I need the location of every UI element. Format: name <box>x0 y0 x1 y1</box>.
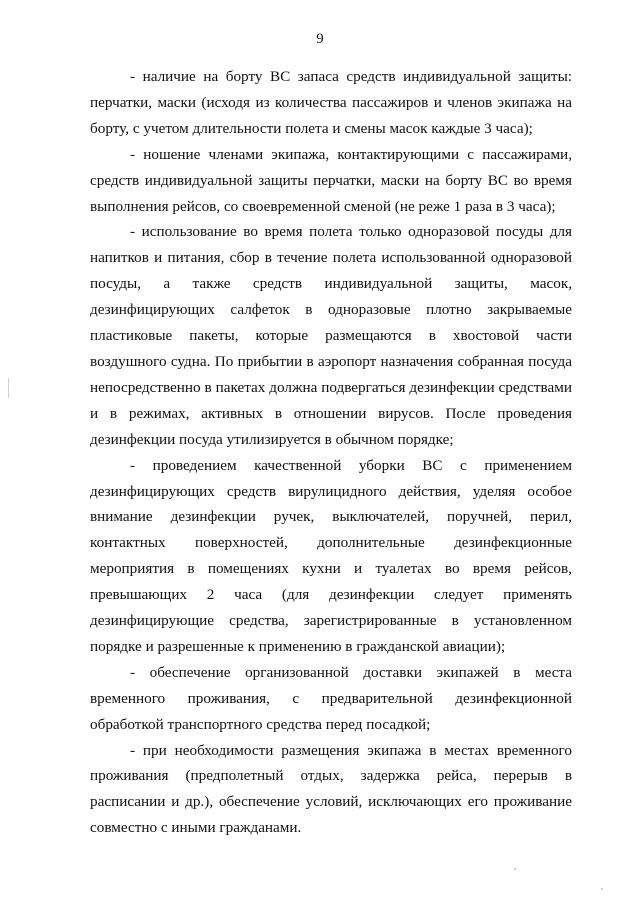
paragraph-crew-accommodation: - при необходимости размещения экипажа в местах временного проживания (предполетный отдых, задержка рейса, перерыв в расписании и др.), обеспечение условий, исключающих его проживание совместно с иными гражданами. <box>90 741 572 837</box>
paragraph-disposable-tableware: - использование во время полета только одноразовой посуды для напитков и питания, сбор в течение полета использованной одноразовой посуды, а также средств индивидуальной защиты, масок, дезинфицирующих салфеток в одноразовые плотно закрываемые пластиковые пакеты, которые размещаются в хвостовой части воздушного судна. По прибытии в аэропорт назначения собранная посуда непосредственно в пакетах должна подвергаться дезинфекции средствами и в режимах, активных в отношении вирусов. После проведения дезинфекции посуда утилизируется в обычном порядке; <box>90 223 572 448</box>
paragraph-crew-transport: - обеспечение организованной доставки экипажей в места временного проживания, с предварительной дезинфекционной обработкой транспортного средства перед посадкой; <box>90 663 572 733</box>
document-body <box>90 64 572 841</box>
paragraph-crew-ppe: - ношение членами экипажа, контактирующими с пассажирами, средств индивидуальной защиты перчатки, маски на борту ВС во время выполнения рейсов, со своевременной сменой (не реже 1 раза в 3 часа); <box>90 145 572 215</box>
paragraph-ppe-stock: - наличие на борту ВС запаса средств индивидуальной защиты: перчатки, маски (исходя из количества пассажиров и членов экипажа на борту, с учетом длительности полета и смены масок каждые 3 часа); <box>90 68 572 137</box>
scan-speck <box>514 868 516 870</box>
paragraph-aircraft-cleaning: - проведением качественной уборки ВС с применением дезинфицирующих средств вирулицидного действия, уделяя особое внимание дезинфекции ручек, выключателей, поручней, перил, контактных поверхностей, дополнительные дезинфекционные мероприятия в помещениях кухни и туалетах во время рейсов, превышающих 2 часа (для дезинфекции следует применять дезинфицирующие средства, зарегистрированные в установленном порядке и разрешенные к применению в гражданской авиации); <box>90 456 572 655</box>
scan-speck <box>601 888 603 890</box>
scan-margin-line <box>8 378 9 398</box>
page-number: 9 <box>316 31 324 47</box>
